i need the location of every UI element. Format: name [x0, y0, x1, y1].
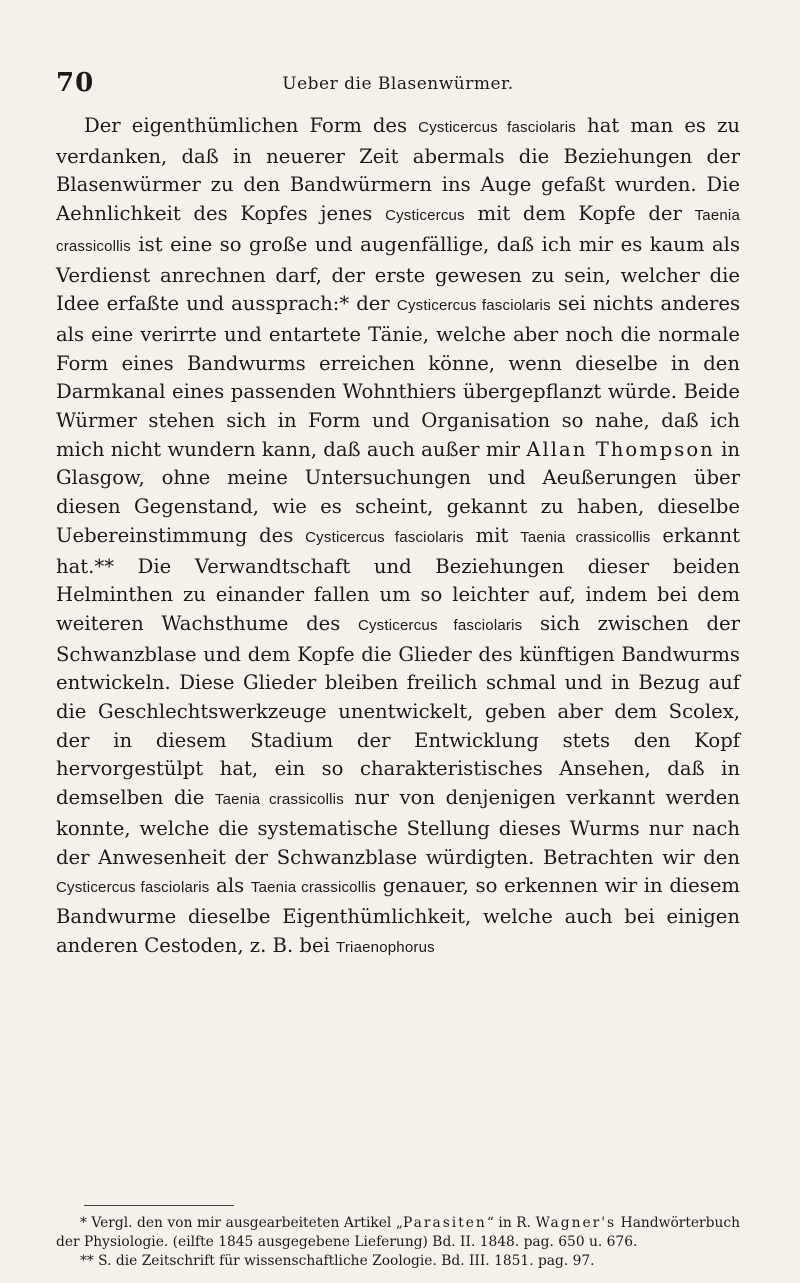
text-run: sei nichts anderes als eine verirrte und entartete Tänie, welche aber noch die normale Form eines Bandwurms erreichen könne, wenn dieselbe in den Darmkanal eines passenden Wohnthiers übergepflanzt würde. Beide Würmer stehen sich in Form und Organisation so nahe, daß ich mich nicht wundern kann, daß auch außer mir	[56, 292, 740, 461]
latin-term: Cysticercus fasciolaris	[418, 119, 576, 136]
latin-term: Taenia crassicollis	[250, 879, 377, 897]
text-run: in Glasgow, ohne meine Untersuchungen und Aeußerungen über diesen Gegenstand, wie es scheint, gekannt zu haben, dieselbe Uebereinstimmung des	[56, 437, 740, 547]
running-head: Ueber die Blasenwürmer.	[282, 74, 514, 94]
latin-term: Cysticercus fasciolaris	[305, 528, 464, 546]
text-run: mit dem Kopfe der	[464, 202, 695, 226]
page-number: 70	[56, 68, 95, 98]
text-run: nur von denjenigen verkannt werden konnte, welche die systematische Stellung dieses Wurms nur nach der Anwesenheit der Schwanzblase würdigten. Betrachten wir den	[56, 786, 740, 869]
text-run: mit	[463, 523, 521, 547]
latin-term: Taenia crassicollis	[56, 207, 740, 255]
text-run: hat man es zu verdanken, daß in neuerer Zeit abermals die Beziehungen der Blasenwürmer zu den Bandwürmern ins Auge gefaßt wurden. Die Aehnlichkeit des Kopfes jenes	[56, 114, 741, 226]
footnote-text: * Vergl. den von mir ausgearbeiteten Artikel „	[80, 1215, 404, 1231]
latin-term: Taenia crassicollis	[520, 528, 651, 546]
footnote-1	[56, 1214, 740, 1252]
latin-term: Cysticercus fasciolaris	[396, 297, 551, 315]
main-paragraph	[56, 112, 740, 962]
page-header	[56, 68, 740, 98]
footnote-text: Handwörterbuch der Physiologie. (eilfte 1845 ausgegebene Lieferung) Bd. II. 1848. pag. 650 u. 676.	[56, 1215, 740, 1250]
footnote-author: Wagner's	[535, 1215, 617, 1231]
latin-term: Cysticercus fasciolaris	[357, 616, 523, 634]
latin-term: Taenia crassicollis	[214, 791, 344, 809]
footnote-divider	[84, 1205, 234, 1206]
latin-term: Cysticercus	[385, 207, 465, 225]
latin-term: Cysticercus fasciolaris	[56, 879, 210, 897]
footnote-2: ** S. die Zeitschrift für wissenschaftliche Zoologie. Bd. III. 1851. pag. 97.	[80, 1253, 595, 1269]
text-run: Der eigenthümlichen Form des	[84, 114, 419, 137]
text-run: sich zwischen der Schwanzblase und dem Kopfe die Glieder des künftigen Bandwurms entwickeln. Diese Glieder bleiben freilich schmal und in Bezug auf die Geschlechtswerkzeuge unentwickelt, geben aber dem Scolex, der in diesem Stadium der Entwicklung stets den Kopf hervorgestülpt hat, ein so charakteristisches Ansehen, daß in demselben die	[56, 611, 741, 810]
footnotes	[56, 1214, 740, 1271]
person-name: Allan Thompson	[526, 437, 715, 461]
text-run: genauer, so erkennen wir in diesem Bandwurme dieselbe Eigenthümlichkeit, welche auch bei einigen anderen Cestoden, z. B. bei	[56, 874, 740, 957]
latin-term: Triaenophorus	[336, 938, 435, 956]
footnote-text: “ in R.	[486, 1215, 536, 1231]
text-run: als	[209, 874, 251, 898]
footnote-title: Parasiten	[403, 1215, 487, 1231]
body-text	[56, 112, 740, 962]
text-run: ist eine so große und augenfällige, daß ich mir es kaum als Verdienst anrechnen darf, der erste gewesen zu sein, welcher die Idee erfaßte und aussprach:* der	[56, 232, 740, 316]
text-run: erkannt hat.** Die Verwandtschaft und Beziehungen dieser beiden Helminthen zu einander fallen um so leichter auf, indem bei dem weiteren Wachsthume des	[56, 523, 740, 635]
